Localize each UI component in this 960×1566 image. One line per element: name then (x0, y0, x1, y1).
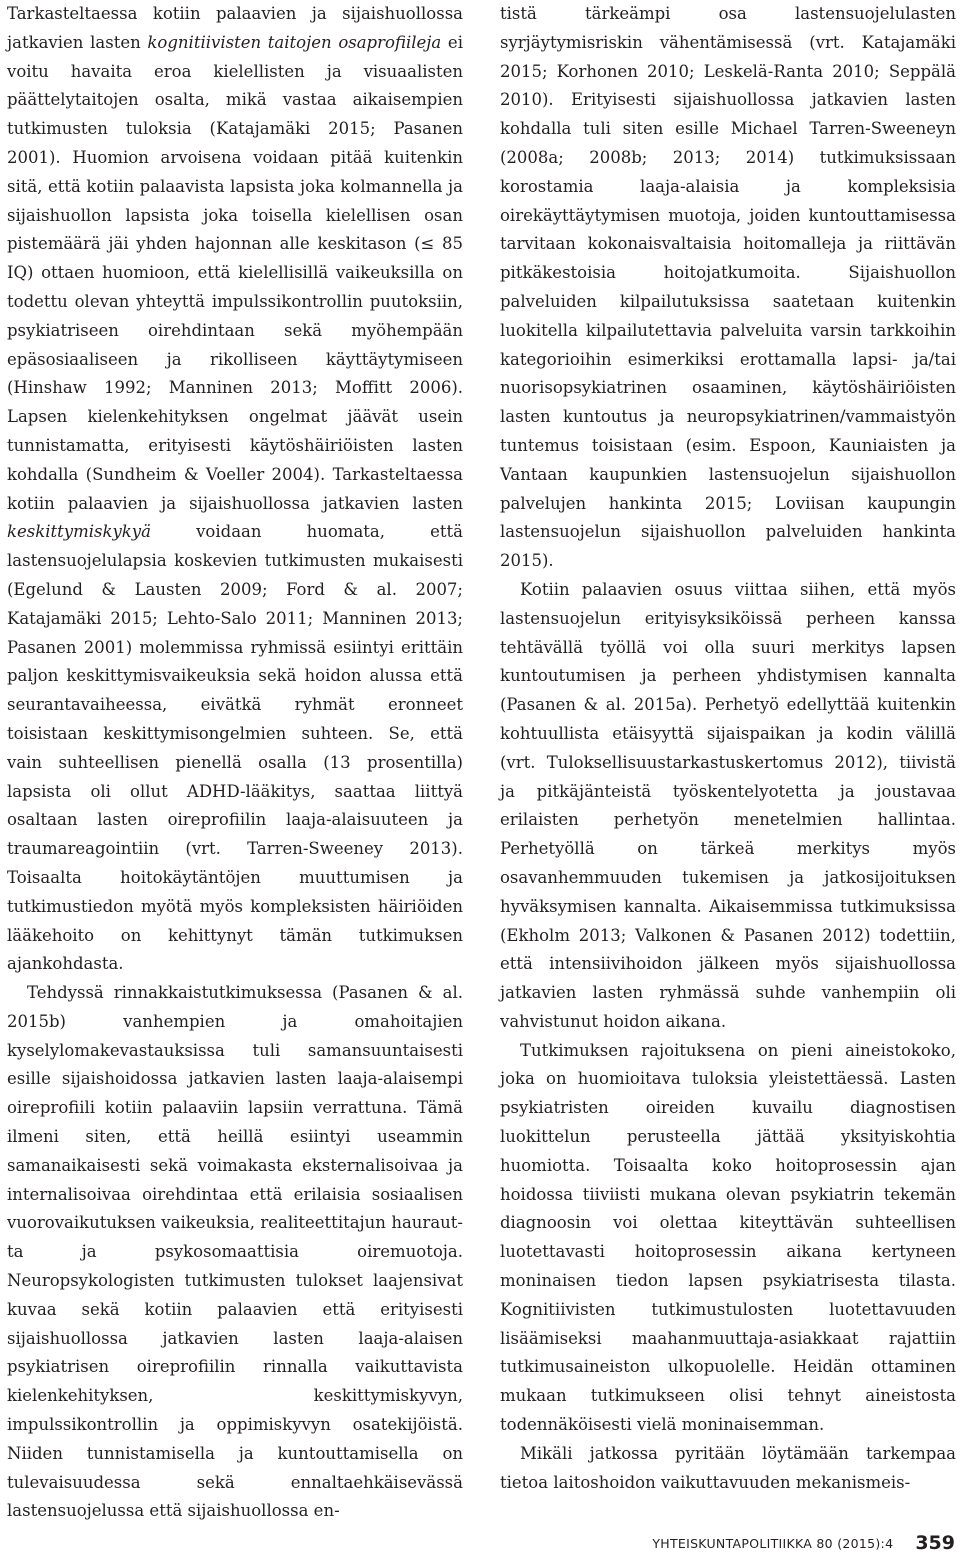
paragraph: Tutkimuksen rajoituksena on pieni aineistokoko, joka on huomioitava tuloksia yleistettäessä. Lasten psykiatristen oireiden kuvailu diagnostisen luokittelun perusteella jättää yksityiskohtia huomiotta. Toisaalta koko hoitoprosessin ajan hoidossa tiiviisti mukana olevan psykiatrin tekemän diagnoosin voi olettaa kiteyttävän suhteellisen luotettavasti hoitoprosessin aikana kertyneen moninaisen tiedon lapsen psykiatrisesta tilasta. Kognitiivisten tutkimustulosten luotettavuuden lisäämiseksi maahanmuuttaja-asiakkaat rajattiin tutkimusaineiston ulkopuolelle. Heidän ottaminen mukaan tutkimukseen olisi tehnyt aineistosta todennäköisesti vielä moninaisemman. (500, 1040, 956, 1435)
text-run: ei voitu havaita eroa kielellisten ja visuaalisten päättelytaitojen osalta, mikä vastaa aikaisempien tutkimusten tuloksia (Katajamäki 2015; Pasanen 2001). Huomion arvoisena voidaan pitää kuitenkin sitä, että kotiin palaavista lapsista joka kolmannella ja sijaishuollon lapsista joka toisella kielellisen osan pistemäärä jäi yhden hajonnan alle keskitason (≤ 85 IQ) ottaen huomioon, että kielellisillä vaikeuksilla on todettu olevan yhteyttä impulssikontrollin puutoksiin, psykiatriseen oirehdintaan sekä myöhempään epäsosiaaliseen ja rikolliseen käyttäytymiseen (Hinshaw 1992; Manninen 2013; Moffitt 2006). Lapsen kielenkehityksen ongelmat jäävät usein tunnistamatta, erityisesti käytöshäiriöisten lasten kohdalla (Sundheim & Voeller 2004). Tarkasteltaessa kotiin palaavien ja sijaishuollossa jatkavien lasten (7, 32, 463, 513)
right-column (500, 0, 956, 1497)
page-footer (500, 1528, 955, 1558)
text-run: voidaan huomata, että lastensuojelulapsia koskevien tutkimusten mukaisesti (Egelund & Lausten 2009; Ford & al. 2007; Katajamäki 2015; Lehto-Salo 2011; Manninen 2013; Pasanen 2001) molemmissa ryhmissä esiintyi erittäin paljon keskittymisvaikeuksia sekä hoidon alussa että seurantavaiheessa, eivätkä ryhmät eronneet toisistaan keskittymisongelmien suhteen. Se, että vain suhteellisen pienellä osalla (13 prosentilla) lapsista oli ollut ADHD-lääkitys, saattaa liittyä osaltaan lasten oireprofiilin laaja-alaisuuteen ja traumareagointiin (vrt. Tarren-Sweeney 2013). Toisaalta hoitokäytäntöjen muuttumisen ja tutkimustiedon myötä myös kompleksisten häiriöiden lääkehoito on kehittynyt tämän tutkimuksen ajankohdasta. (7, 522, 463, 974)
left-column (7, 0, 463, 1526)
paragraph: Tehdyssä rinnakkaistutkimuksessa (Pasanen & al. 2015b) vanhempien ja omahoitajien kyselylomakevastauksissa tuli samansuuntaisesti esille sijaishoidossa jatkavien lasten laaja-alaisempi oireprofiili kotiin palaaviin lapsiin verrattuna. Tämä ilmeni siten, että heillä esiintyi useammin samanaikaisesti sekä voimakasta eksternalisoivaa ja internalisoivaa oirehdintaa että erilaisia sosiaalisen vuorovaikutuksen vaikeuksia, realiteettitajun hauraut-ta ja psykosomaattisia oiremuotoja. Neuropsykologisten tutkimusten tulokset laajensivat kuvaa sekä kotiin palaavien että erityisesti sijaishuollossa jatkavien lasten laaja-alaisen psykiatrisen oireprofiilin rinnalla vaikuttavista kielenkehityksen, keskittymiskyvyn, impulssikontrollin ja oppimiskyvyn osatekijöistä. Niiden tunnistamisella ja kuntouttamisella on tulevaisuudessa sekä ennaltaehkäisevässä lastensuojelussa että sijaishuollossa en- (7, 983, 463, 1521)
page-number: 359 (915, 1532, 955, 1554)
paragraph: Mikäli jatkossa pyritään löytämään tarkempaa tietoa laitoshoidon vaikuttavuuden mekanismeis- (500, 1443, 956, 1492)
emphasis-term: kognitiivisten taitojen osaprofiileja (147, 32, 442, 52)
paragraph: Kotiin palaavien osuus viittaa siihen, että myös lastensuojelun erityisyksiköissä perheen kanssa tehtävällä työllä voi olla suuri merkitys lapsen kuntoutumisen ja perheen yhdistymisen kannalta (Pasanen & al. 2015a). Perhetyö edellyttää kuitenkin kohtuullista etäisyyttä sijaispaikan ja kodin välillä (vrt. Tuloksellisuustarkastuskertomus 2012), tiivistä ja pitkäjänteistä työskentelyotetta ja joustavaa erilaisten perhetyön menetelmien hallintaa. Perhetyöllä on tärkeä merkitys myös osavanhemmuuden tukemisen ja jatkosijoituksen hyväksymisen kannalta. Aikaisemmissa tutkimuksissa (Ekholm 2013; Valkonen & Pasanen 2012) todettiin, että intensiivihoidon jälkeen myös sijaishuollossa jatkavien lasten ryhmässä suhde vanhempiin oli vahvistunut hoidon aikana. (500, 579, 956, 1031)
text-run: Tarkasteltaessa kotiin palaavien ja sijaishuollossa jatkavien lasten (7, 4, 463, 52)
paragraph (7, 0, 463, 979)
paragraph: tistä tärkeämpi osa lastensuojelulasten syrjäytymisriskin vähentämisessä (vrt. Katajamäki 2015; Korhonen 2010; Leskelä-Ranta 2010; Seppälä 2010). Erityisesti sijaishuollossa jatkavien lasten kohdalla tuli siten esille Michael Tarren-Sweeneyn (2008a; 2008b; 2013; 2014) tutkimuksissaan korostamia laaja-alaisia ja kompleksisia oirekäyttäytymisen muotoja, joiden kuntouttamisessa tarvitaan kokonaisvaltaisia hoitomalleja ja riittävän pitkäkestoisia hoitojatkumoita. Sijaishuollon palveluiden kilpailutuksissa saatetaan kuitenkin luokitella kilpailutettavia palveluita varsin tarkkoihin kategorioihin esimerkiksi erottamalla lapsi- ja/tai nuorisopsykiatrinen osaaminen, käytöshäiriöisten lasten kuntoutus ja neuropsykiatrinen/vammaistyön tuntemus toisistaan (esim. Espoon, Kauniaisten ja Vantaan kaupunkien lastensuojelun sijaishuollon palvelujen hankinta 2015; Loviisan kaupungin lastensuojelun sijaishuollon palveluiden hankinta 2015). (500, 4, 956, 571)
emphasis-term: keskittymiskykyä (7, 522, 151, 542)
journal-reference: YHTEISKUNTAPOLITIIKKA 80 (2015):4 (652, 1535, 894, 1551)
